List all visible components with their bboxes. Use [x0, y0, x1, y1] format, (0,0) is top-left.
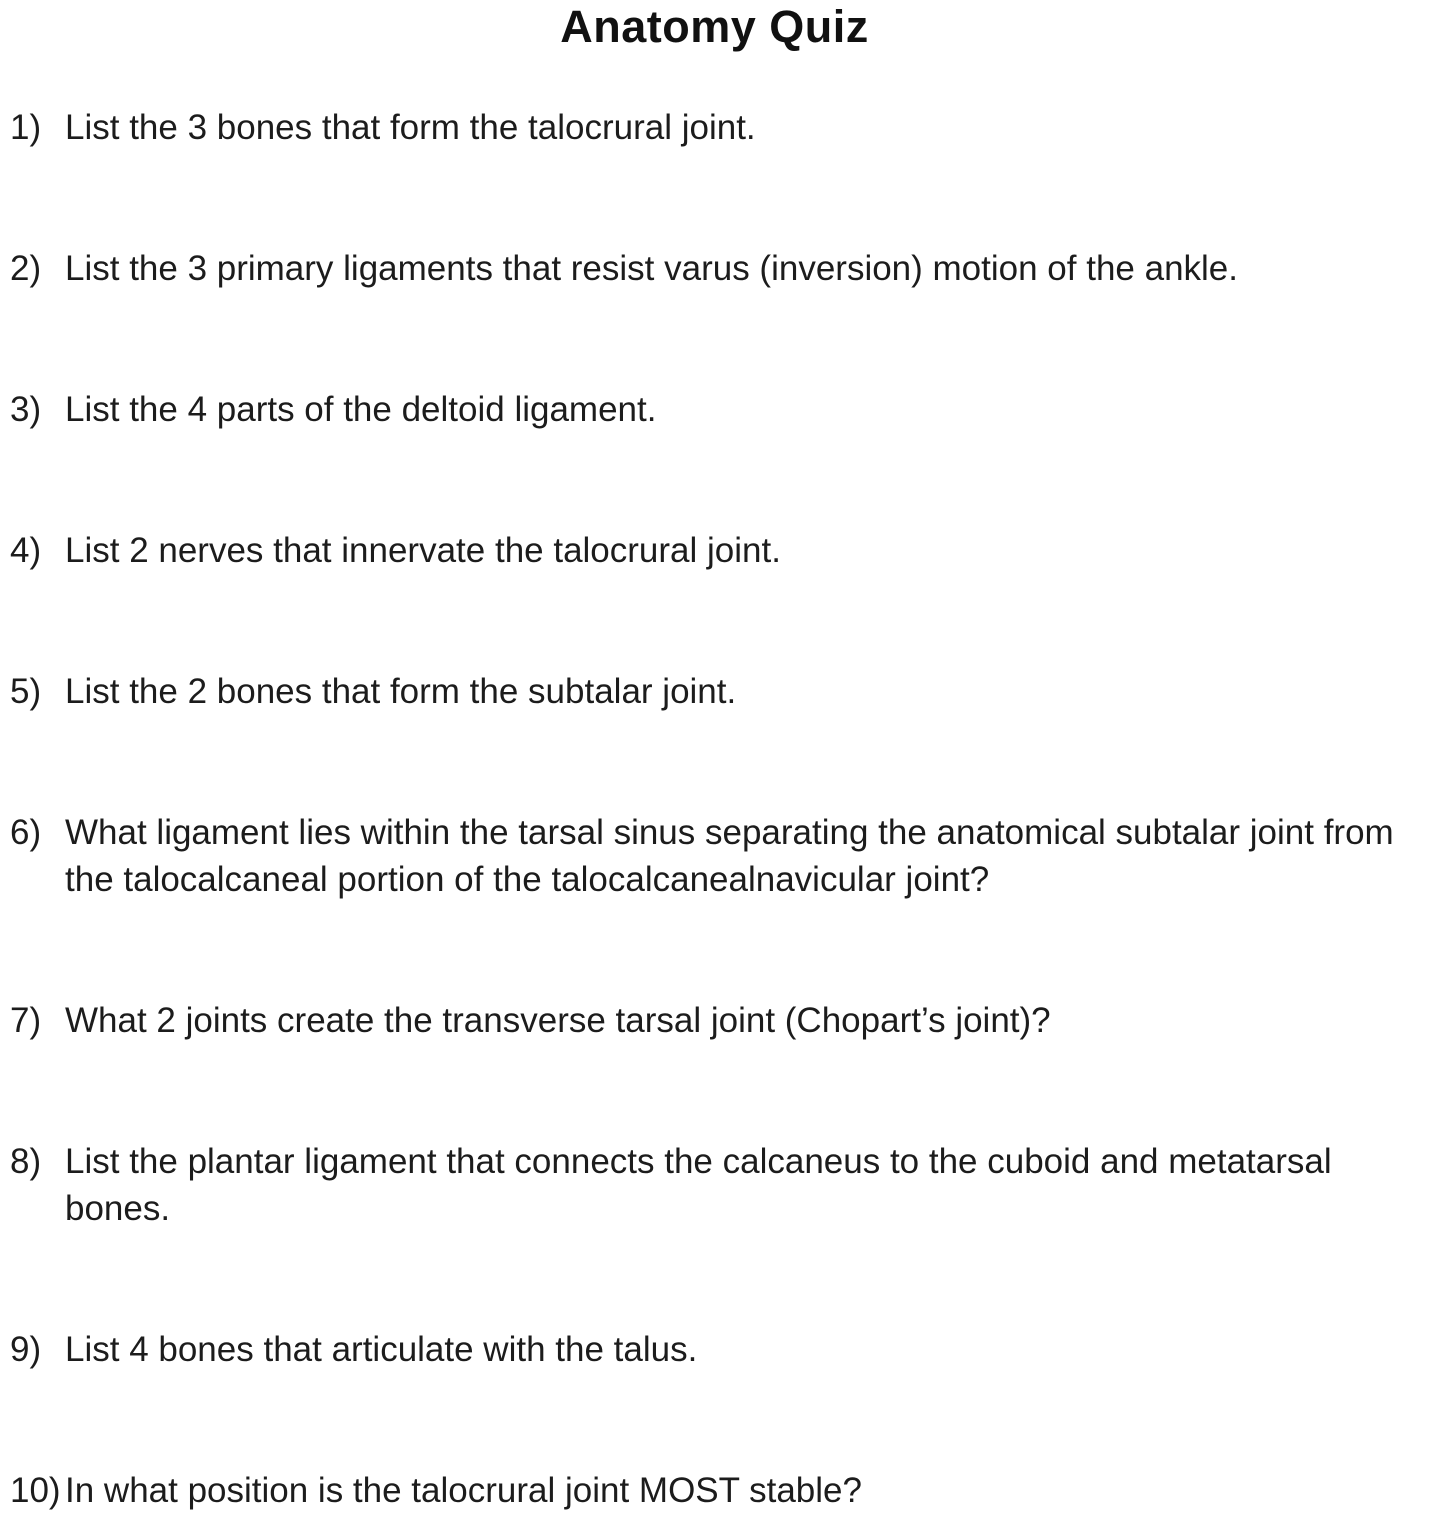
question-item: [0, 104, 1429, 151]
question-item: [0, 997, 1429, 1044]
question-text: What ligament lies within the tarsal sinus separating the anatomical subtalar joint from the talocalcaneal portion of the talocalcanealnavicular joint?: [65, 813, 1394, 899]
question-number: 8): [10, 1142, 42, 1181]
question-number: 7): [10, 1001, 42, 1040]
question-item: [0, 1467, 1429, 1514]
question-text: List the 3 bones that form the talocrural joint.: [65, 108, 756, 147]
question-item: [0, 527, 1429, 574]
question-number: 3): [10, 390, 42, 429]
question-item: [0, 809, 1429, 903]
question-text: List the 3 primary ligaments that resist varus (inversion) motion of the ankle.: [65, 249, 1238, 288]
question-number: 10): [10, 1471, 61, 1510]
question-item: [0, 1326, 1429, 1373]
question-number: 5): [10, 672, 42, 711]
question-number: 1): [10, 108, 42, 147]
page-title: Anatomy Quiz: [560, 1, 869, 52]
question-number: 2): [10, 249, 42, 288]
question-text: List 4 bones that articulate with the talus.: [65, 1330, 698, 1369]
question-text: List the 4 parts of the deltoid ligament.: [65, 390, 657, 429]
question-text: List the plantar ligament that connects the calcaneus to the cuboid and metatarsal bones.: [65, 1142, 1332, 1228]
question-item: [0, 245, 1429, 292]
question-number: 4): [10, 531, 42, 570]
question-text: What 2 joints create the transverse tarsal joint (Chopart’s joint)?: [65, 1001, 1051, 1040]
question-text: In what position is the talocrural joint MOST stable?: [65, 1471, 862, 1510]
question-number: 9): [10, 1330, 42, 1369]
question-item: [0, 1138, 1429, 1232]
question-text: List 2 nerves that innervate the talocrural joint.: [65, 531, 781, 570]
question-text: List the 2 bones that form the subtalar joint.: [65, 672, 737, 711]
question-item: [0, 386, 1429, 433]
question-list: [0, 104, 1429, 1514]
question-item: [0, 668, 1429, 715]
question-number: 6): [10, 813, 42, 852]
